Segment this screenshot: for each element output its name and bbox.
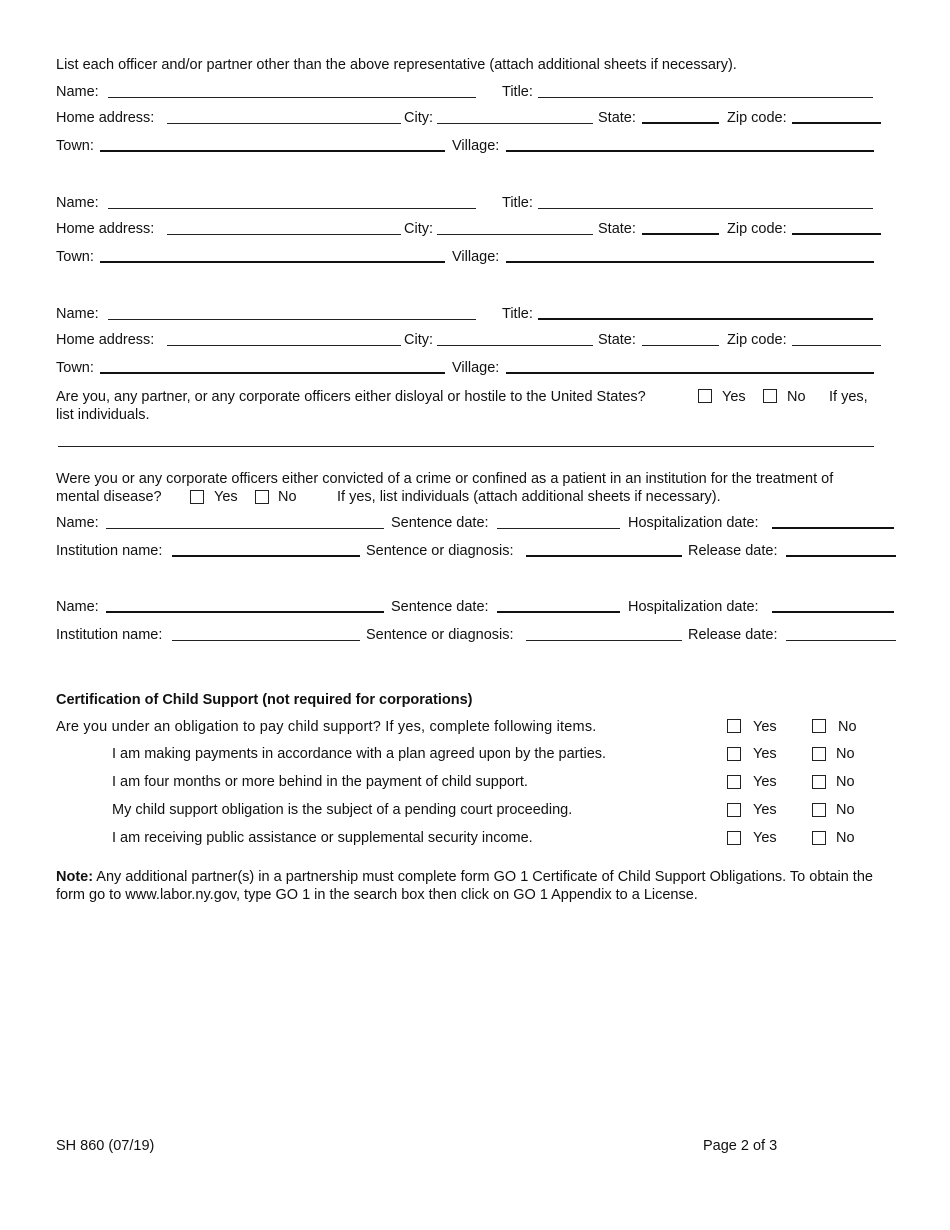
sentence-diagnosis-field[interactable]: [526, 555, 682, 557]
disloyal-no-label: No: [787, 389, 806, 405]
village-label: Village:: [452, 249, 500, 265]
zip-field[interactable]: [792, 233, 881, 235]
home-address-label: Home address:: [56, 221, 155, 237]
state-field[interactable]: [642, 345, 719, 346]
village-label: Village:: [452, 138, 500, 154]
name-label: Name:: [56, 515, 99, 531]
child-support-question: I am receiving public assistance or supplemental security income.: [112, 830, 533, 846]
home-address-field[interactable]: [167, 345, 401, 346]
child-support-question: My child support obligation is the subject of a pending court proceeding.: [112, 802, 573, 818]
disloyal-yes-checkbox[interactable]: [698, 389, 712, 403]
yes-label: Yes: [753, 802, 777, 818]
home-address-field[interactable]: [167, 234, 401, 235]
no-checkbox[interactable]: [812, 719, 826, 733]
no-label: No: [836, 774, 855, 790]
sentence-date-label: Sentence date:: [391, 515, 489, 531]
city-field[interactable]: [437, 345, 593, 346]
convicted-no-checkbox[interactable]: [255, 490, 269, 504]
city-label: City:: [404, 110, 433, 126]
name-field[interactable]: [106, 528, 384, 529]
yes-checkbox[interactable]: [727, 775, 741, 789]
child-support-heading: Certification of Child Support (not required for corporations): [56, 692, 473, 708]
sentence-diagnosis-label: Sentence or diagnosis:: [366, 543, 514, 559]
village-label: Village:: [452, 360, 500, 376]
yes-checkbox[interactable]: [727, 747, 741, 761]
convicted-question-line2: mental disease?: [56, 489, 162, 505]
city-label: City:: [404, 221, 433, 237]
institution-name-label: Institution name:: [56, 543, 163, 559]
zip-label: Zip code:: [727, 110, 787, 126]
no-label: No: [836, 802, 855, 818]
town-field[interactable]: [100, 261, 445, 263]
city-label: City:: [404, 332, 433, 348]
zip-label: Zip code:: [727, 332, 787, 348]
convicted-yes-label: Yes: [214, 489, 238, 505]
hospitalization-date-label: Hospitalization date:: [628, 599, 759, 615]
name-field[interactable]: [108, 208, 476, 209]
no-label: No: [838, 719, 857, 735]
title-field[interactable]: [538, 97, 873, 98]
release-date-label: Release date:: [688, 543, 778, 559]
name-field[interactable]: [106, 611, 384, 613]
town-label: Town:: [56, 249, 94, 265]
state-label: State:: [598, 221, 636, 237]
release-date-label: Release date:: [688, 627, 778, 643]
city-field[interactable]: [437, 234, 593, 235]
hospitalization-date-field[interactable]: [772, 611, 894, 613]
disloyal-no-checkbox[interactable]: [763, 389, 777, 403]
village-field[interactable]: [506, 150, 874, 152]
disloyal-yes-label: Yes: [722, 389, 746, 405]
name-label: Name:: [56, 84, 99, 100]
zip-field[interactable]: [792, 345, 881, 346]
child-support-question: I am four months or more behind in the payment of child support.: [112, 774, 528, 790]
home-address-field[interactable]: [167, 123, 401, 124]
village-field[interactable]: [506, 372, 874, 374]
convicted-question-line1: Were you or any corporate officers either convicted of a crime or confined as a patient in an institution for the treatment of: [56, 471, 834, 487]
yes-label: Yes: [753, 774, 777, 790]
no-checkbox[interactable]: [812, 831, 826, 845]
name-label: Name:: [56, 195, 99, 211]
no-checkbox[interactable]: [812, 747, 826, 761]
town-label: Town:: [56, 360, 94, 376]
town-field[interactable]: [100, 150, 445, 152]
no-checkbox[interactable]: [812, 775, 826, 789]
no-checkbox[interactable]: [812, 803, 826, 817]
intro-text: List each officer and/or partner other than the above representative (attach additional sheets if necessary).: [56, 57, 737, 73]
zip-label: Zip code:: [727, 221, 787, 237]
zip-field[interactable]: [792, 122, 881, 124]
sentence-diagnosis-label: Sentence or diagnosis:: [366, 627, 514, 643]
form-id: SH 860 (07/19): [56, 1138, 155, 1154]
town-field[interactable]: [100, 372, 445, 374]
institution-name-field[interactable]: [172, 555, 360, 557]
state-field[interactable]: [642, 122, 719, 124]
disloyal-list-text: list individuals.: [56, 407, 150, 423]
sentence-date-field[interactable]: [497, 528, 620, 529]
institution-name-label: Institution name:: [56, 627, 163, 643]
no-label: No: [836, 746, 855, 762]
title-field[interactable]: [538, 318, 873, 320]
city-field[interactable]: [437, 123, 593, 124]
name-label: Name:: [56, 306, 99, 322]
sentence-diagnosis-field[interactable]: [526, 640, 682, 641]
institution-name-field[interactable]: [172, 640, 360, 641]
hospitalization-date-label: Hospitalization date:: [628, 515, 759, 531]
release-date-field[interactable]: [786, 555, 896, 557]
convicted-yes-checkbox[interactable]: [190, 490, 204, 504]
hospitalization-date-field[interactable]: [772, 527, 894, 529]
name-field[interactable]: [108, 97, 476, 98]
sentence-date-field[interactable]: [497, 611, 620, 613]
convicted-ifyes-text: If yes, list individuals (attach additional sheets if necessary).: [337, 489, 721, 505]
yes-label: Yes: [753, 830, 777, 846]
sentence-date-label: Sentence date:: [391, 599, 489, 615]
village-field[interactable]: [506, 261, 874, 263]
page-number: Page 2 of 3: [703, 1138, 778, 1154]
release-date-field[interactable]: [786, 640, 896, 641]
title-label: Title:: [502, 195, 533, 211]
yes-label: Yes: [753, 719, 777, 735]
yes-checkbox[interactable]: [727, 831, 741, 845]
home-address-label: Home address:: [56, 110, 155, 126]
no-label: No: [836, 830, 855, 846]
note-paragraph: [56, 868, 896, 904]
town-label: Town:: [56, 138, 94, 154]
yes-label: Yes: [753, 746, 777, 762]
note-text: Any additional partner(s) in a partnership must complete form GO 1 Certificate of Child Support Obligations. To obtain the form go to www.labor.ny.gov, type GO 1 in the search box then click on GO 1 Appendix to a License.: [56, 869, 873, 903]
name-field[interactable]: [108, 319, 476, 320]
disloyal-list-field[interactable]: [58, 446, 874, 447]
disloyal-question-text: Are you, any partner, or any corporate officers either disloyal or hostile to the United States?: [56, 389, 646, 405]
convicted-no-label: No: [278, 489, 297, 505]
title-label: Title:: [502, 84, 533, 100]
state-label: State:: [598, 110, 636, 126]
state-field[interactable]: [642, 233, 719, 235]
yes-checkbox[interactable]: [727, 803, 741, 817]
note-label: Note:: [56, 869, 94, 885]
title-label: Title:: [502, 306, 533, 322]
title-field[interactable]: [538, 208, 873, 209]
child-support-question: Are you under an obligation to pay child support? If yes, complete following items.: [56, 719, 597, 735]
state-label: State:: [598, 332, 636, 348]
name-label: Name:: [56, 599, 99, 615]
disloyal-ifyes-text: If yes,: [829, 389, 868, 405]
yes-checkbox[interactable]: [727, 719, 741, 733]
child-support-question: I am making payments in accordance with a plan agreed upon by the parties.: [112, 746, 607, 762]
home-address-label: Home address:: [56, 332, 155, 348]
